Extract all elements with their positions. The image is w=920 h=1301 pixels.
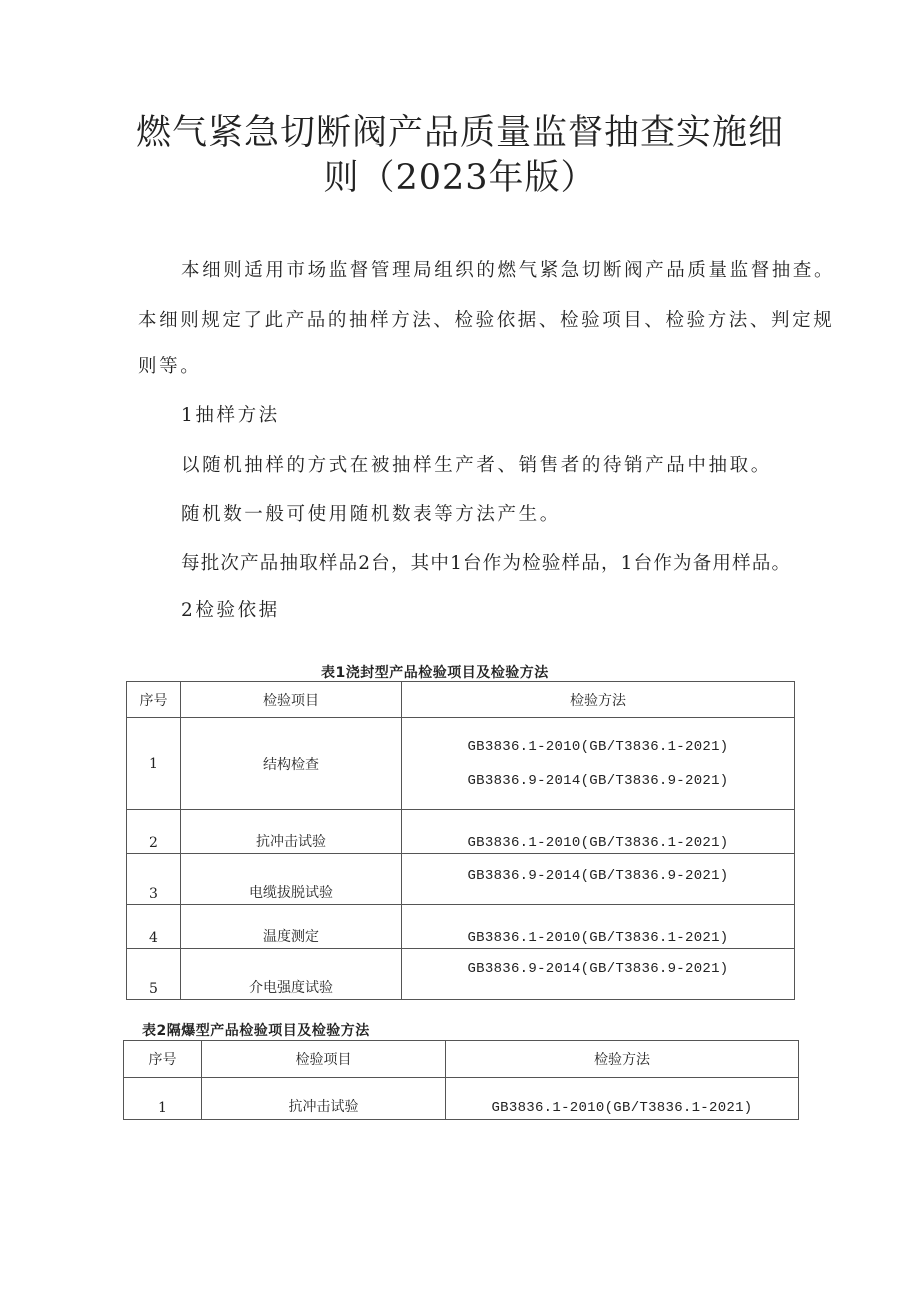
- table-cell-method: GB3836.9-2014(GB/T3836.9-2021): [402, 949, 795, 1000]
- intro-line-2: 本细则规定了此产品的抽样方法、检验依据、检验项目、检验方法、判定规: [138, 310, 835, 331]
- table-cell-item: 温度测定: [181, 905, 402, 949]
- table-cell-no: 1: [124, 1078, 202, 1120]
- table-cell-no: 4: [127, 905, 181, 949]
- table-row: [127, 854, 795, 905]
- document-title-line-2: 则（2023年版）: [323, 158, 597, 198]
- table-cell-no: 1: [127, 718, 181, 810]
- table-cell-item: 结构检查: [181, 718, 402, 810]
- table-cell-method: GB3836.1-2010(GB/T3836.1-2021): [402, 810, 795, 854]
- table-row: [127, 718, 795, 810]
- table-cell-no: 5: [127, 949, 181, 1000]
- table-cell-item: 抗冲击试验: [202, 1078, 446, 1120]
- section-2-heading: 2检验依据: [181, 600, 280, 621]
- table-1-header-method: 检验方法: [402, 682, 795, 718]
- table-cell-no: 2: [127, 810, 181, 854]
- section-1-paragraph-3: 每批次产品抽取样品2台，其中1台作为检验样品，1台作为备用样品。: [181, 553, 792, 574]
- table-2: [123, 1040, 799, 1120]
- table-row: [124, 1078, 799, 1120]
- table-1-header-item: 检验项目: [181, 682, 402, 718]
- table-2-header-row: [124, 1041, 799, 1078]
- table-1-header-no: 序号: [127, 682, 181, 718]
- method-line-1: GB3836.1-2010(GB/T3836.1-2021): [467, 738, 729, 755]
- intro-line-1: 本细则适用市场监督管理局组织的燃气紧急切断阀产品质量监督抽查。: [181, 260, 836, 281]
- table-row: [127, 905, 795, 949]
- table-cell-method: GB3836.1-2010(GB/T3836.1-2021): [446, 1078, 799, 1120]
- table-2-header-item: 检验项目: [202, 1041, 446, 1078]
- table-cell-method: GB3836.9-2014(GB/T3836.9-2021): [402, 854, 795, 905]
- table-1-caption: 表1浇封型产品检验项目及检验方法: [321, 665, 549, 681]
- document-title-line-1: 燃气紧急切断阀产品质量监督抽查实施细: [135, 113, 784, 153]
- section-1-paragraph-1: 以随机抽样的方式在被抽样生产者、销售者的待销产品中抽取。: [181, 455, 772, 476]
- table-cell-no: 3: [127, 854, 181, 905]
- table-1: [126, 681, 795, 1000]
- table-cell-item: 抗冲击试验: [181, 810, 402, 854]
- intro-line-3: 则等。: [138, 356, 202, 377]
- section-1-paragraph-2: 随机数一般可使用随机数表等方法产生。: [181, 504, 561, 525]
- section-1-heading: 1抽样方法: [181, 405, 280, 426]
- table-cell-item: 介电强度试验: [181, 949, 402, 1000]
- table-2-header-no: 序号: [124, 1041, 202, 1078]
- table-row: [127, 949, 795, 1000]
- table-2-caption: 表2隔爆型产品检验项目及检验方法: [142, 1023, 370, 1039]
- table-cell-method: [402, 718, 795, 810]
- method-line-2: GB3836.9-2014(GB/T3836.9-2021): [467, 772, 729, 789]
- table-1-header-row: [127, 682, 795, 718]
- table-cell-method: GB3836.1-2010(GB/T3836.1-2021): [402, 905, 795, 949]
- table-cell-item: 电缆拔脱试验: [181, 854, 402, 905]
- table-2-header-method: 检验方法: [446, 1041, 799, 1078]
- table-row: [127, 810, 795, 854]
